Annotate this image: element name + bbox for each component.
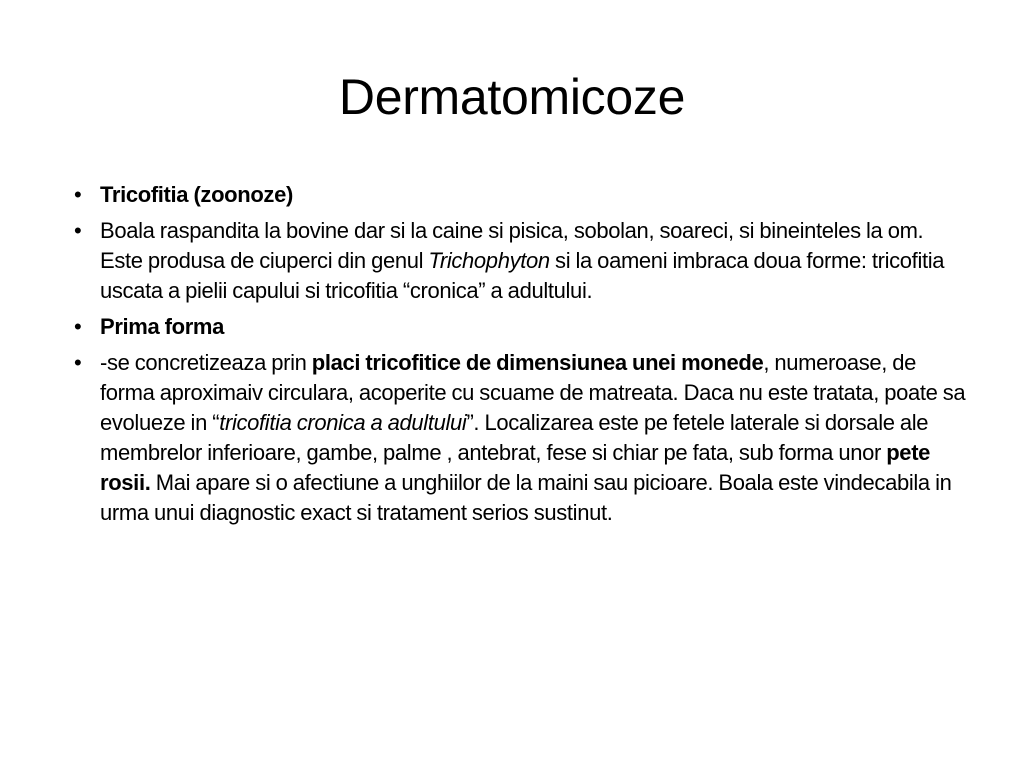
- bullet-bold-text: placi tricofitice de dimensiunea unei monede: [311, 350, 764, 375]
- bullet-text: , numeroase, de forma aproximaiv circulara, acoperite cu scuame de matreata. Daca nu este tratata, poate sa evolueze in “: [100, 350, 966, 435]
- bullet-italic-text: tricofitia cronica a adultului: [219, 410, 467, 435]
- bullet-bold-text: pete rosii.: [100, 440, 931, 495]
- bullet-item-tricofitia: [74, 180, 966, 210]
- bullet-item-description: [74, 216, 966, 306]
- bullet-heading: Tricofitia (zoonoze): [100, 182, 293, 207]
- bullet-item-details: [74, 348, 966, 528]
- bullet-text: -se concretizeaza prin: [100, 350, 312, 375]
- bullet-heading: Prima forma: [100, 314, 225, 339]
- bullet-text: ”. Localizarea este pe fetele laterale si dorsale ale membrelor inferioare, gambe, palme , antebrat, fese si chiar pe fata, sub forma unor: [100, 410, 929, 465]
- bullet-list: [74, 180, 966, 534]
- bullet-text: Mai apare si o afectiune a unghiilor de la maini sau picioare. Boala este vindecabila in urma unui diagnostic exact si tratament serios sustinut.: [100, 470, 952, 525]
- bullet-text: Boala raspandita la bovine dar si la caine si pisica, sobolan, soareci, si bineinteles la om. Este produsa de ciuperci din genul: [100, 218, 924, 273]
- bullet-marker: •: [74, 350, 82, 375]
- bullet-italic-text: Trichophyton: [428, 248, 550, 273]
- bullet-marker: •: [74, 218, 82, 243]
- bullet-item-prima-forma: [74, 312, 966, 342]
- slide-title: Dermatomicoze: [338, 69, 686, 125]
- bullet-marker: •: [74, 182, 82, 207]
- bullet-marker: •: [74, 314, 82, 339]
- bullet-text: si la oameni imbraca doua forme: tricofitia uscata a pielii capului si tricofitia “cronica” a adultului.: [100, 248, 945, 303]
